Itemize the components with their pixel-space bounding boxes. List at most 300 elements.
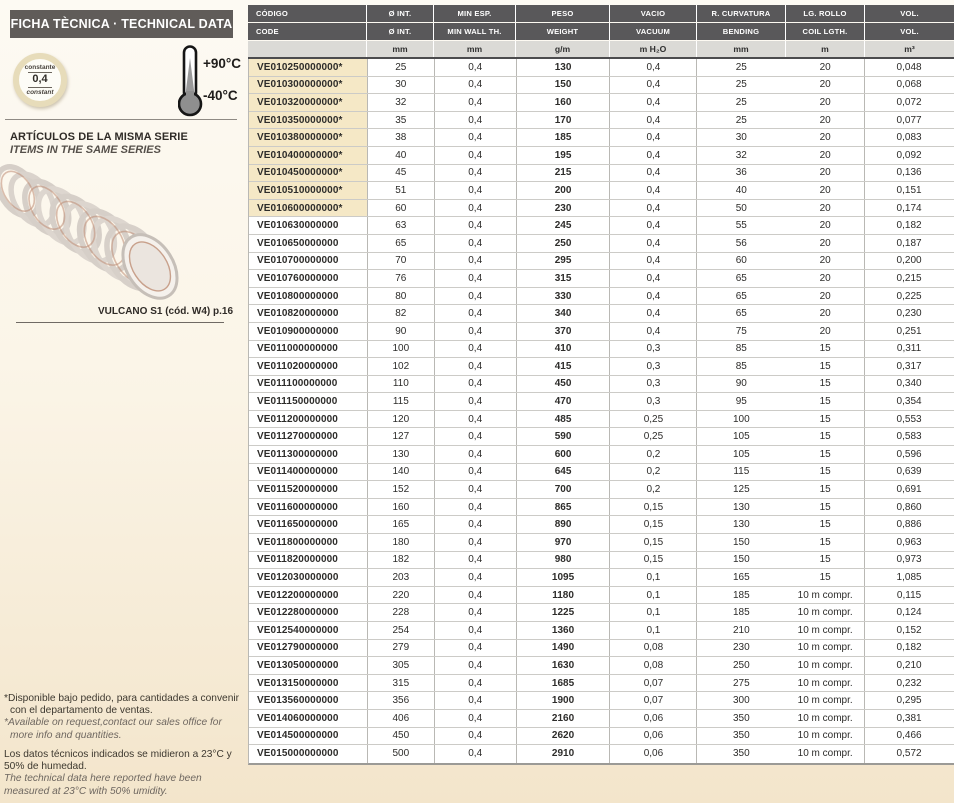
separator-line [16,322,224,323]
table-row [249,94,954,112]
cell-bending: 230 [732,642,750,654]
table-row [249,270,954,288]
cell-coil: 20 [786,129,865,146]
table-row [249,376,954,394]
cell-coil: 20 [786,253,865,270]
cell-coil: 10 m compr. [786,622,865,639]
constant-badge [13,53,67,107]
cell-vol: 0,077 [896,114,922,126]
cell-vol: 0,215 [896,272,922,284]
cell-vol: 0,311 [896,343,922,355]
cell-bending: 30 [735,132,747,144]
cell-d_int: 315 [368,675,435,692]
cell-code: VE012280000000 [249,604,368,621]
cell-d_int: 356 [368,692,435,709]
table-row [249,657,954,675]
cell-code: VE010820000000 [249,305,368,322]
cell-weight: 600 [517,446,611,463]
cell-code: VE010450000000* [249,165,368,182]
cell-vol: 0,083 [896,132,922,144]
cell-coil: 20 [786,217,865,234]
cell-vacuum: 0,15 [610,516,697,533]
table-row [249,235,954,253]
cell-vol: 1,085 [896,572,922,584]
cell-d_int: 70 [368,253,435,270]
cell-vol: 0,174 [896,202,922,214]
cell-code: VE010900000000 [249,323,368,340]
cell-d_int: 279 [368,640,435,657]
cell-vol: 0,860 [896,501,922,513]
cell-coil: 20 [786,305,865,322]
cell-weight: 890 [517,516,611,533]
cell-vol: 0,886 [896,519,922,531]
cell-coil: 20 [786,59,865,76]
cell-vacuum: 0,4 [610,165,697,182]
cell-weight: 980 [517,552,611,569]
cell-vol: 0,317 [896,360,922,372]
cell-bending: 150 [732,536,750,548]
cell-code: VE010350000000* [249,112,368,129]
cell-vacuum: 0,4 [610,59,697,76]
cell-code: VE011400000000 [249,464,368,481]
cell-vol: 0,152 [896,624,922,636]
cell-min_wall: 0,4 [435,200,517,217]
unit-vol: m³ [865,41,954,57]
cell-code: VE010400000000* [249,147,368,164]
footnote-available-en: *Available on request,contact our sales office for more info and quantities. [4,717,222,741]
cell-bending: 85 [735,343,747,355]
cell-coil: 15 [786,516,865,533]
cell-coil: 15 [786,464,865,481]
table-row [249,165,954,183]
cell-d_int: 25 [368,59,435,76]
cell-min_wall: 0,4 [435,376,517,393]
cell-coil: 15 [786,569,865,586]
cell-d_int: 60 [368,200,435,217]
cell-vol: 0,210 [896,659,922,671]
cell-bending: 95 [735,396,747,408]
cell-weight: 185 [517,129,611,146]
cell-min_wall: 0,4 [435,147,517,164]
table-row [249,112,954,130]
cell-coil: 10 m compr. [786,640,865,657]
cell-weight: 170 [517,112,611,129]
cell-min_wall: 0,4 [435,516,517,533]
unit-min_wall: mm [434,41,516,57]
cell-code: VE013050000000 [249,657,368,674]
header-vacuum: VACUUM [610,23,697,40]
separator-line [5,119,237,120]
table-row [249,323,954,341]
cell-coil: 15 [786,499,865,516]
table-row [249,305,954,323]
cell-vol: 0,200 [896,255,922,267]
cell-min_wall: 0,4 [435,165,517,182]
constant-badge-label-es: constante [24,64,56,72]
table-row [249,77,954,95]
cell-vol: 0,182 [896,220,922,232]
table-row [249,59,954,77]
cell-min_wall: 0,4 [435,393,517,410]
cell-bending: 55 [735,220,747,232]
table-row [249,464,954,482]
cell-coil: 10 m compr. [786,657,865,674]
cell-d_int: 45 [368,165,435,182]
cell-coil: 15 [786,411,865,428]
cell-coil: 10 m compr. [786,675,865,692]
hose-image [0,155,200,305]
temperature-min-label: -40°C [203,88,238,103]
cell-bending: 50 [735,202,747,214]
cell-vacuum: 0,4 [610,94,697,111]
table-row [249,640,954,658]
cell-coil: 15 [786,341,865,358]
cell-d_int: 182 [368,552,435,569]
cell-coil: 15 [786,393,865,410]
cell-min_wall: 0,4 [435,587,517,604]
cell-weight: 1360 [517,622,611,639]
cell-min_wall: 0,4 [435,112,517,129]
cell-weight: 1900 [517,692,611,709]
table-row [249,534,954,552]
cell-weight: 1180 [517,587,611,604]
cell-weight: 470 [517,393,611,410]
cell-vol: 0,340 [896,378,922,390]
cell-weight: 2160 [517,710,611,727]
cell-bending: 250 [732,659,750,671]
cell-code: VE011000000000 [249,341,368,358]
cell-weight: 370 [517,323,611,340]
cell-bending: 150 [732,554,750,566]
cell-coil: 20 [786,182,865,199]
cell-vol: 0,225 [896,290,922,302]
cell-coil: 20 [786,200,865,217]
cell-d_int: 406 [368,710,435,727]
cell-vacuum: 0,1 [610,569,697,586]
cell-bending: 350 [732,748,750,760]
cell-bending: 65 [735,290,747,302]
cell-coil: 10 m compr. [786,745,865,763]
header-code: CÓDIGO [248,5,367,22]
cell-bending: 25 [735,96,747,108]
cell-vacuum: 0,4 [610,182,697,199]
cell-code: VE011600000000 [249,499,368,516]
cell-min_wall: 0,4 [435,323,517,340]
header-min_wall: MIN WALL TH. [434,23,516,40]
cell-d_int: 127 [368,428,435,445]
cell-vacuum: 0,4 [610,129,697,146]
cell-vacuum: 0,2 [610,464,697,481]
cell-bending: 25 [735,114,747,126]
cell-code: VE011100000000 [249,376,368,393]
cell-coil: 10 m compr. [786,604,865,621]
cell-code: VE010600000000* [249,200,368,217]
cell-d_int: 254 [368,622,435,639]
cell-d_int: 305 [368,657,435,674]
table-row [249,217,954,235]
cell-weight: 160 [517,94,611,111]
cell-bending: 275 [732,677,750,689]
cell-d_int: 180 [368,534,435,551]
header-bending: BENDING [697,23,786,40]
table-units-row [248,41,954,57]
cell-coil: 20 [786,77,865,94]
cell-weight: 315 [517,270,611,287]
cell-vacuum: 0,1 [610,587,697,604]
cell-d_int: 40 [368,147,435,164]
table-row [249,569,954,587]
temperature-max-label: +90°C [203,56,242,71]
series-title-es: ARTÍCULOS DE LA MISMA SERIE [10,131,188,143]
cell-min_wall: 0,4 [435,235,517,252]
cell-min_wall: 0,4 [435,305,517,322]
cell-vacuum: 0,15 [610,534,697,551]
cell-min_wall: 0,4 [435,534,517,551]
cell-coil: 20 [786,323,865,340]
header-d_int: Ø INT. [367,23,434,40]
table-row [249,393,954,411]
cell-vacuum: 0,4 [610,305,697,322]
cell-vacuum: 0,4 [610,323,697,340]
header-d_int: Ø INT. [367,5,434,22]
table-row [249,728,954,746]
table-row [249,622,954,640]
cell-vacuum: 0,25 [610,411,697,428]
cell-coil: 20 [786,288,865,305]
cell-vol: 0,230 [896,308,922,320]
cell-vol: 0,691 [896,484,922,496]
cell-bending: 25 [735,61,747,73]
cell-min_wall: 0,4 [435,59,517,76]
header-min_wall: MIN ESP. [434,5,516,22]
cell-d_int: 220 [368,587,435,604]
cell-d_int: 228 [368,604,435,621]
table-row [249,341,954,359]
cell-min_wall: 0,4 [435,217,517,234]
cell-vol: 0,381 [896,712,922,724]
cell-d_int: 38 [368,129,435,146]
table-row [249,428,954,446]
unit-coil: m [786,41,865,57]
cell-code: VE013560000000 [249,692,368,709]
cell-bending: 100 [732,413,750,425]
cell-vacuum: 0,2 [610,481,697,498]
table-row [249,182,954,200]
cell-vacuum: 0,4 [610,112,697,129]
table-header-row-en [248,23,954,40]
cell-vol: 0,295 [896,695,922,707]
cell-vacuum: 0,06 [610,745,697,763]
cell-bending: 130 [732,501,750,513]
cell-weight: 1095 [517,569,611,586]
table-header-row-es [248,5,954,22]
cell-min_wall: 0,4 [435,77,517,94]
cell-bending: 56 [735,237,747,249]
product-caption: VULCANO S1 (cód. W4) p.16 [97,306,233,317]
cell-bending: 115 [733,466,750,478]
cell-min_wall: 0,4 [435,604,517,621]
table-row [249,552,954,570]
cell-weight: 2910 [517,745,611,763]
cell-d_int: 130 [368,446,435,463]
cell-min_wall: 0,4 [435,675,517,692]
cell-vacuum: 0,08 [610,657,697,674]
cell-d_int: 65 [368,235,435,252]
cell-weight: 230 [517,200,611,217]
cell-min_wall: 0,4 [435,552,517,569]
cell-code: VE010250000000* [249,59,368,76]
cell-weight: 865 [517,499,611,516]
technical-data-table [248,5,954,765]
cell-min_wall: 0,4 [435,692,517,709]
table-row [249,288,954,306]
table-row [249,481,954,499]
cell-vol: 0,232 [896,677,922,689]
cell-bending: 85 [735,360,747,372]
cell-bending: 75 [735,325,747,337]
cell-d_int: 82 [368,305,435,322]
cell-weight: 1225 [517,604,611,621]
cell-bending: 32 [735,149,747,161]
cell-code: VE014060000000 [249,710,368,727]
cell-code: VE010700000000 [249,253,368,270]
cell-code: VE011300000000 [249,446,368,463]
cell-vol: 0,151 [896,184,922,196]
cell-d_int: 152 [368,481,435,498]
cell-min_wall: 0,4 [435,657,517,674]
cell-code: VE011270000000 [249,428,368,445]
cell-code: VE010650000000 [249,235,368,252]
cell-min_wall: 0,4 [435,253,517,270]
cell-vacuum: 0,06 [610,728,697,745]
cell-min_wall: 0,4 [435,358,517,375]
cell-weight: 245 [517,217,611,234]
header-coil: COIL LGTH. [786,23,865,40]
cell-d_int: 450 [368,728,435,745]
table-row [249,710,954,728]
cell-code: VE011520000000 [249,481,368,498]
cell-d_int: 63 [368,217,435,234]
cell-code: VE011020000000 [249,358,368,375]
table-row [249,147,954,165]
cell-vacuum: 0,07 [610,675,697,692]
cell-d_int: 102 [368,358,435,375]
cell-min_wall: 0,4 [435,640,517,657]
footnote-measured-en: The technical data here reported have been measured at 23°C with 50% umidity. [4,773,202,797]
cell-bending: 185 [732,589,750,601]
cell-code: VE010380000000* [249,129,368,146]
cell-bending: 36 [735,167,747,179]
cell-min_wall: 0,4 [435,411,517,428]
table-row [249,411,954,429]
cell-min_wall: 0,4 [435,129,517,146]
cell-min_wall: 0,4 [435,270,517,287]
cell-code: VE014500000000 [249,728,368,745]
cell-vacuum: 0,1 [610,604,697,621]
cell-vol: 0,963 [896,536,922,548]
cell-vol: 0,251 [896,325,922,337]
footnote-available-es: *Disponible bajo pedido, para cantidades a convenir con el departamento de ventas. [4,693,240,717]
header-vacuum: VACIO [610,5,697,22]
cell-code: VE011820000000 [249,552,368,569]
table-row [249,358,954,376]
cell-weight: 200 [517,182,611,199]
cell-d_int: 203 [368,569,435,586]
cell-bending: 25 [735,79,747,91]
cell-bending: 105 [732,448,750,460]
cell-min_wall: 0,4 [435,481,517,498]
cell-vacuum: 0,4 [610,77,697,94]
cell-d_int: 110 [368,376,435,393]
cell-coil: 15 [786,428,865,445]
cell-bending: 60 [735,255,747,267]
cell-vol: 0,639 [896,466,922,478]
cell-weight: 195 [517,147,611,164]
cell-coil: 20 [786,235,865,252]
cell-weight: 215 [517,165,611,182]
cell-code: VE010320000000* [249,94,368,111]
cell-min_wall: 0,4 [435,94,517,111]
cell-bending: 40 [735,184,747,196]
left-panel [0,0,247,803]
cell-vol: 0,124 [896,607,922,619]
cell-coil: 10 m compr. [786,587,865,604]
cell-vacuum: 0,4 [610,147,697,164]
cell-vol: 0,115 [896,589,922,601]
cell-vol: 0,072 [896,96,922,108]
cell-code: VE011800000000 [249,534,368,551]
cell-weight: 2620 [517,728,611,745]
footnotes [4,693,244,798]
cell-code: VE012540000000 [249,622,368,639]
cell-bending: 350 [732,712,750,724]
cell-coil: 20 [786,165,865,182]
cell-weight: 410 [517,341,611,358]
cell-d_int: 76 [368,270,435,287]
cell-weight: 330 [517,288,611,305]
table-row [249,200,954,218]
cell-min_wall: 0,4 [435,341,517,358]
cell-code: VE011150000000 [249,393,368,410]
cell-bending: 130 [732,519,750,531]
cell-weight: 1490 [517,640,611,657]
cell-code: VE015000000000 [249,745,368,763]
cell-d_int: 160 [368,499,435,516]
cell-bending: 350 [732,730,750,742]
cell-d_int: 500 [368,745,435,763]
cell-vacuum: 0,25 [610,428,697,445]
unit-bending: mm [697,41,786,57]
cell-d_int: 115 [368,393,435,410]
cell-vacuum: 0,3 [610,341,697,358]
cell-d_int: 30 [368,77,435,94]
cell-vol: 0,048 [896,61,922,73]
cell-code: VE012790000000 [249,640,368,657]
cell-vacuum: 0,15 [610,499,697,516]
cell-vacuum: 0,4 [610,235,697,252]
cell-coil: 10 m compr. [786,710,865,727]
cell-code: VE010300000000* [249,77,368,94]
cell-bending: 65 [735,272,747,284]
cell-weight: 1630 [517,657,611,674]
cell-coil: 20 [786,112,865,129]
table-row [249,516,954,534]
cell-bending: 165 [732,572,750,584]
table-row [249,587,954,605]
cell-coil: 15 [786,534,865,551]
cell-vacuum: 0,4 [610,253,697,270]
cell-vacuum: 0,1 [610,622,697,639]
